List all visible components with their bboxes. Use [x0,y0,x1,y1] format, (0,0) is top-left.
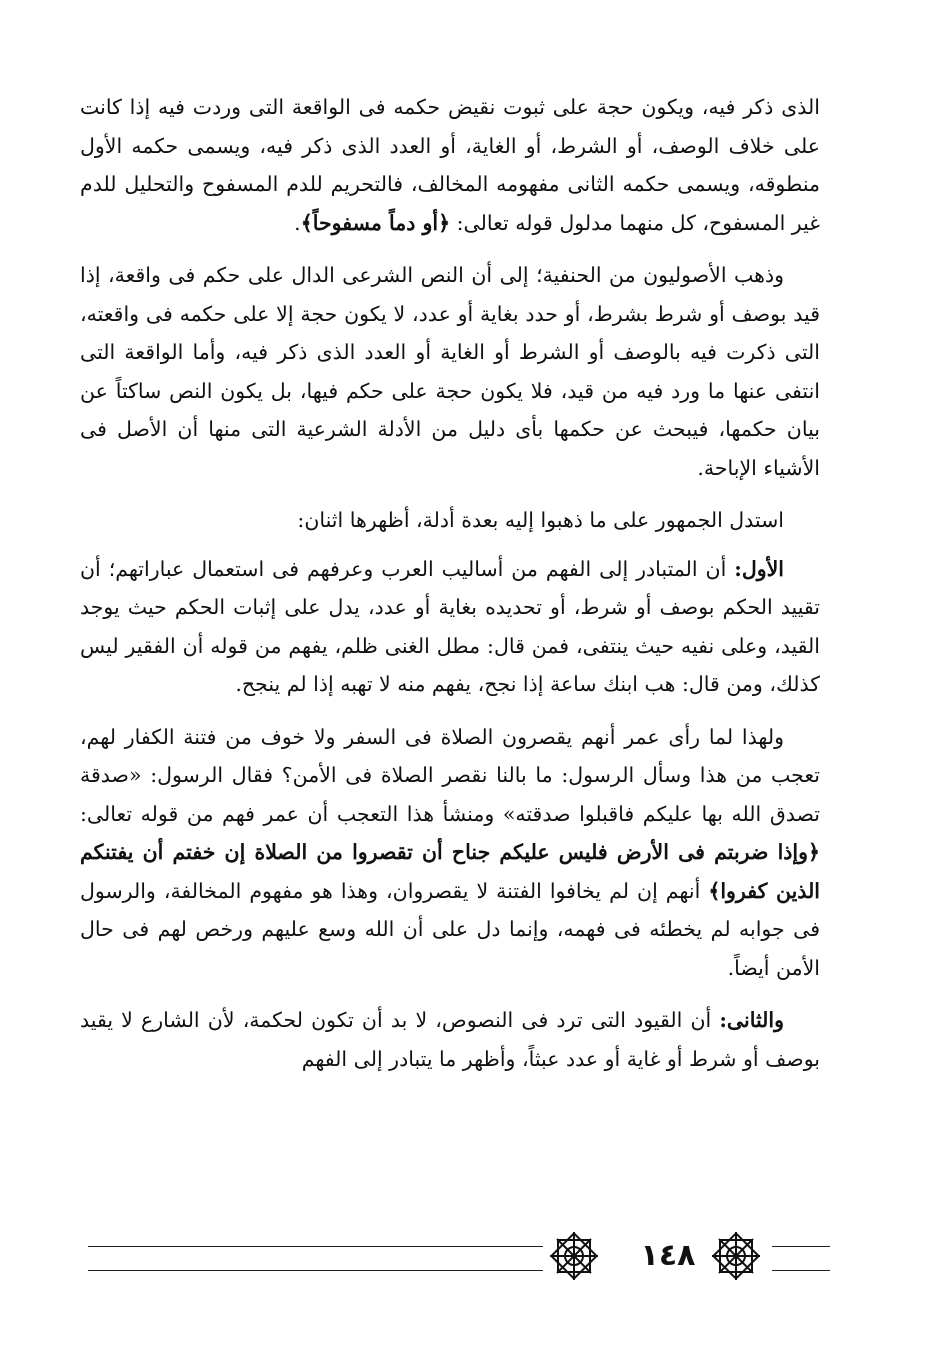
quran-quote: ﴿وإذا ضربتم فى الأرض فليس عليكم جناح أن تقصروا من الصلاة إن خفتم أن يفتنكم الذين كفروا﴾ [80,840,821,903]
paragraph-first-evidence [80,550,820,704]
page-footer [0,1210,934,1310]
paragraph-text: ولهذا لما رأى عمر أنهم يقصرون الصلاة فى السفر ولا خوف من فتنة الكفار لهم، تعجب من هذا وسأل الرسول: ما بالنا نقصر الصلاة فى الأمن؟ فقال الرسول: «صدقة تصدق الله بها عليكم فاقبلوا صدقته» ومنشأ هذا التعجب أن عمر فهم من قوله تعالى: [80,724,820,826]
paragraph-text-end: أنهم إن لم يخافوا الفتنة لا يقصروان، وهذا هو مفهوم المخالفة، والرسول فى جوابه لم يخطئه فى فهمه، وإنما دل على أن الله وسع عليهم ورخص لهم فى حال الأمن أيضاً. [80,878,820,980]
footer-rule-right-top [772,1246,830,1247]
quran-quote: ﴿أو دماً مسفوحاً﴾ [300,210,451,235]
paragraph-text-end: . [294,210,301,235]
lead-label-second: والثانى: [719,1008,784,1032]
lead-label-first: الأول: [734,556,784,581]
footer-rule-left-top [88,1246,543,1247]
paragraph-umar-story [80,718,820,988]
page-body [80,88,820,1092]
paragraph-text: أن المتبادر إلى الفهم من أساليب العرب وعرفهم فى استعمال عباراتهم؛ أن تقييد الحكم بوصف أو شرط، أو تحديده بغاية أو عدد، يدل على إثبات الحكم حيث يوجد القيد، وعلى نفيه حيث ينتفى، فمن قال: مطل الغنى ظلم، يفهم من قوله أن الفقير ليس كذلك، ومن قال: هب ابنك ساعة إذا نجح، يفهم منه لا تهبه إذا لم ينجح. [80,556,820,696]
paragraph-mantuq-mafhum [80,88,820,242]
paragraph-hanafi-view [80,256,820,487]
footer-rule-right-bottom [772,1270,830,1271]
paragraph-text: الذى ذكر فيه، ويكون حجة على ثبوت نقيض حكمه فى الواقعة التى وردت فيه إذا كانت على خلاف الوصف، أو الشرط، أو الغاية، أو العدد الذى ذكر فيه، ويسمى حكمه الأول منطوقه، ويسمى حكمه الثانى مفهومه المخالف، فالتحريم للدم المسفوح والتحليل للدم غير المسفوح، كل منهما مدلول قوله تعالى: [80,95,820,235]
paragraph-text: أن القيود التى ترد فى النصوص، لا بد أن تكون لحكمة، لأن الشارع لا يقيد بوصف أو شرط أو غاية أو عدد عبثاً، وأظهر ما يتبادر إلى الفهم [80,1008,820,1071]
star-ornament-right-icon [708,1228,764,1284]
page-number: ١٤٨ [640,1238,696,1273]
star-ornament-left-icon [546,1228,602,1284]
paragraph-text: وذهب الأصوليون من الحنفية؛ إلى أن النص الشرعى الدال على حكم فى واقعة، إذا قيد بوصف أو شرط بشرط، أو حدد بغاية أو عدد، لا يكون حجة إلا على حكمه فى واقعته، التى ذكرت فيه بالوصف أو الشرط أو الغاية أو العدد الذى ذكر فيه، وأما الواقعة التى انتفى عنها ما ورد فيه من قيد، فلا يكون حجة على حكم فيها، بل يكون النص ساكتاً عن بيان حكمها، فيبحث عن حكمها بأى دليل من الأدلة الشرعية التى منها أن الأصل فى الأشياء الإباحة. [80,263,820,480]
paragraph-second-evidence [80,1001,820,1078]
paragraph-majority-evidence [80,501,820,540]
paragraph-text: استدل الجمهور على ما ذهبوا إليه بعدة أدلة، أظهرها اثنان: [297,508,784,532]
footer-rule-left-bottom [88,1270,543,1271]
